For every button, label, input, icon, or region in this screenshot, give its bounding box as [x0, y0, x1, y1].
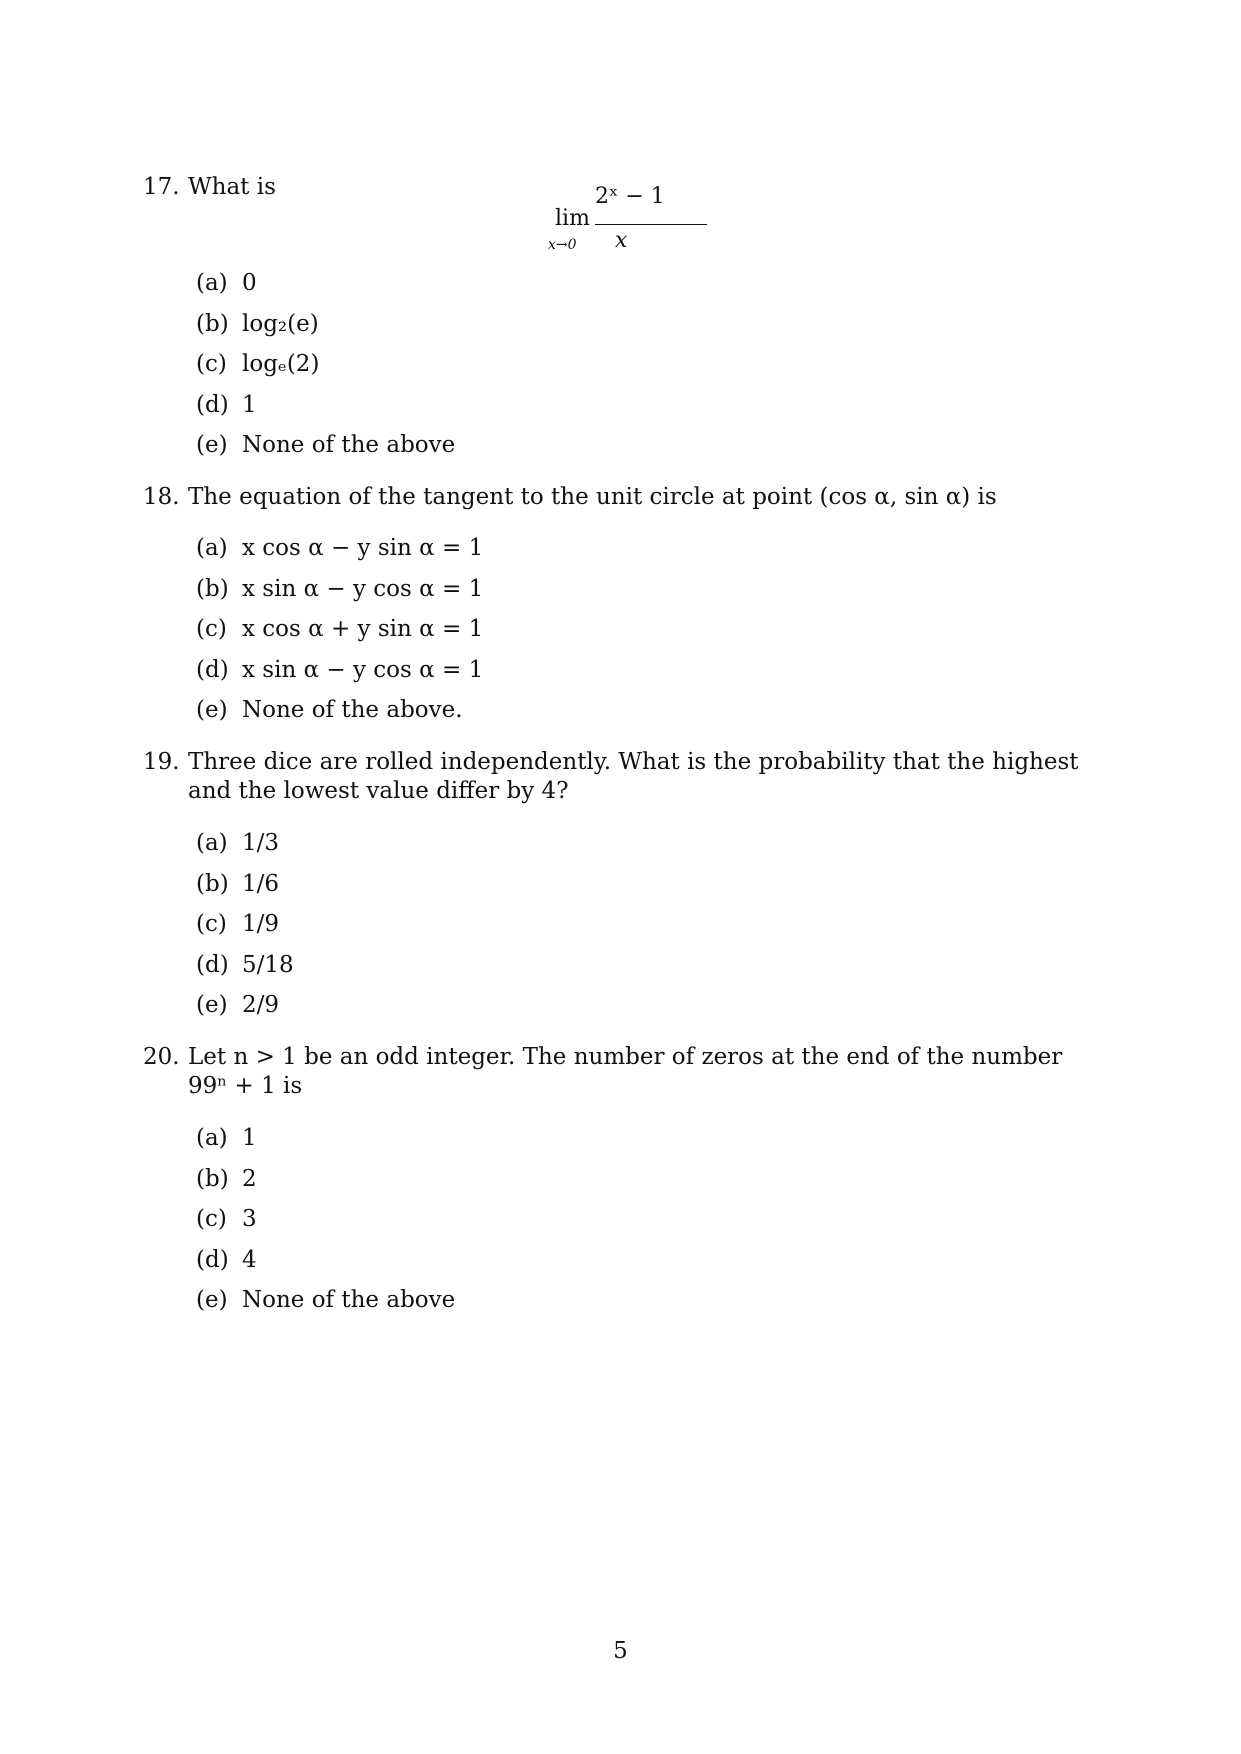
option[interactable] [196, 991, 294, 1032]
option[interactable] [196, 1165, 455, 1206]
question-number: 19. [143, 749, 180, 775]
option-text: logₑ(2) [242, 351, 320, 377]
question-20 [143, 1043, 1063, 1101]
option[interactable] [196, 829, 294, 870]
option-text: 2 [242, 1165, 257, 1192]
option-label: (a) [196, 830, 228, 856]
option-text: 1/6 [242, 870, 280, 897]
fraction-numerator: 2ˣ − 1 [595, 184, 665, 209]
option[interactable] [196, 391, 455, 432]
option[interactable] [196, 910, 294, 951]
option-label: (d) [196, 951, 229, 978]
question-number: 18. [143, 484, 180, 510]
option[interactable] [196, 534, 483, 575]
option-text: log₂(e) [242, 310, 319, 337]
question-text-line-1: Three dice are rolled independently. What is the probability that the highest [188, 749, 1079, 775]
option-text: 0 [242, 270, 257, 296]
option[interactable] [196, 431, 455, 472]
option-label: (a) [196, 535, 228, 561]
option-text: None of the above. [242, 697, 463, 723]
option-label: (a) [196, 270, 228, 296]
option-label: (a) [196, 1125, 228, 1151]
option-label: (b) [196, 310, 229, 337]
fraction-denominator: x [615, 228, 628, 253]
option-text: x sin α − y cos α = 1 [242, 656, 484, 683]
fraction-bar [595, 224, 707, 225]
limit-expression [545, 184, 685, 260]
option[interactable] [196, 1246, 455, 1287]
question-number: 20. [143, 1044, 180, 1070]
question-text-line-2: and the lowest value differ by 4? [188, 778, 569, 804]
options-20 [196, 1124, 455, 1327]
limit-operator: lim [555, 206, 590, 231]
option-text: 2/9 [242, 992, 280, 1018]
option-text: None of the above [242, 432, 456, 458]
option-text: 1 [242, 1125, 257, 1151]
option-text: x cos α + y sin α = 1 [242, 616, 484, 642]
option-text: x sin α − y cos α = 1 [242, 575, 484, 602]
option[interactable] [196, 951, 294, 992]
question-text: What is [188, 174, 276, 200]
option-label: (c) [196, 616, 227, 642]
option-text: 3 [242, 1206, 257, 1232]
option-label: (c) [196, 1206, 227, 1232]
option[interactable] [196, 269, 455, 310]
option-label: (b) [196, 870, 229, 897]
option[interactable] [196, 615, 483, 656]
option-label: (c) [196, 351, 227, 377]
question-18 [143, 483, 1033, 512]
option-text: x cos α − y sin α = 1 [242, 535, 484, 561]
question-19 [143, 748, 1079, 806]
question-text: The equation of the tangent to the unit circle at point (cos α, sin α) is [188, 484, 997, 510]
option-text: 1/3 [242, 830, 280, 856]
option-label: (e) [196, 992, 228, 1018]
options-17 [196, 269, 455, 472]
option-label: (d) [196, 1246, 229, 1273]
option-text: None of the above [242, 1287, 456, 1313]
option[interactable] [196, 350, 455, 391]
option-text: 5/18 [242, 951, 294, 978]
option[interactable] [196, 310, 455, 351]
option[interactable] [196, 1124, 455, 1165]
option-label: (d) [196, 656, 229, 683]
option-label: (d) [196, 391, 229, 418]
option[interactable] [196, 1286, 455, 1327]
option-text: 4 [242, 1246, 257, 1273]
option-label: (c) [196, 911, 227, 937]
option-text: 1/9 [242, 911, 280, 937]
option-label: (b) [196, 575, 229, 602]
limit-subscript: x→0 [548, 237, 577, 253]
options-19 [196, 829, 294, 1032]
option[interactable] [196, 696, 483, 737]
options-18 [196, 534, 483, 737]
option[interactable] [196, 1205, 455, 1246]
question-text-line-1: Let n > 1 be an odd integer. The number of zeros at the end of the number [188, 1044, 1063, 1070]
question-text-line-2: 99ⁿ + 1 is [188, 1073, 303, 1099]
option[interactable] [196, 656, 483, 697]
option-label: (e) [196, 697, 228, 723]
option-text: 1 [242, 391, 257, 418]
question-number: 17. [143, 174, 180, 200]
page-number: 5 [613, 1638, 628, 1664]
option-label: (e) [196, 432, 228, 458]
option-label: (e) [196, 1287, 228, 1313]
option[interactable] [196, 870, 294, 911]
option-label: (b) [196, 1165, 229, 1192]
option[interactable] [196, 575, 483, 616]
